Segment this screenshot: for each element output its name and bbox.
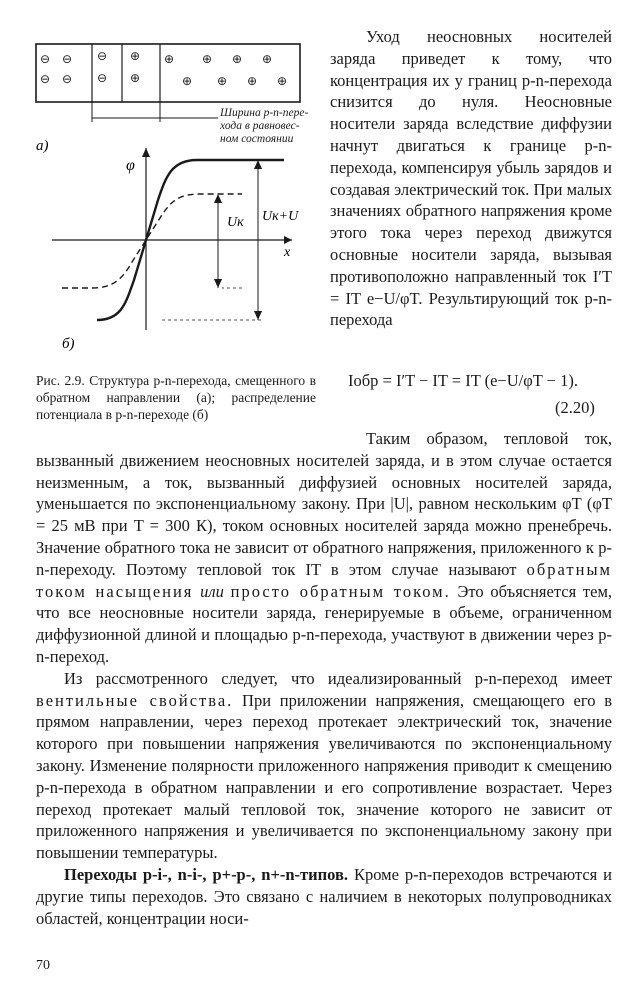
uk-u-label: Uк+U (262, 209, 299, 224)
right-column-paragraph (330, 26, 612, 331)
width-note-line-3: ном состоянии (220, 133, 294, 145)
plus-charge: ⊕ (247, 74, 258, 88)
width-note-line-1: Ширина p-n-пере- (220, 107, 309, 119)
right-column-text: Уход неосновных носителей заряда приведет к тому, что концентрация их у границ p-n-перехода снизится до нуля. Неосновные носители заряда вследствие диффузии начнут двигаться к границе p-n-перехода, компенсируя убыль зарядов и создавая электрический ток. При малых значениях обратного напряжения кроме этого тока через переход движутся основные носители заряда, вызывая противоположно направленный ток (330, 27, 612, 286)
plus-charge: ⊕ (277, 74, 288, 88)
n-region-charges (130, 49, 287, 88)
conjunction-or: или (200, 581, 224, 601)
paragraph-body: ток, вызванный движением неосновных носителей заряда, и в этом случае остается неизменным, а ток, вызванный диффузией основных носителей заряда, уменьшается по экспоненциальному закону. При |U|, равном нескольким φT (φT = 25 мВ при T = 300 К), током основных носителей заряда можно пренебречь. Значение обратного тока не зависит от обратного напряжения, приложенного к p-n-переходу. Поэтому тепловой ток IT в этом случае называют (36, 429, 613, 579)
uk-u-arrow-top (254, 160, 262, 169)
term-reverse-current: просто обратным током. (230, 581, 451, 601)
minus-charge: ⊖ (40, 52, 51, 66)
equation-2-20: Iобр = I′T − IT = IT (e−U/φT − 1). (348, 371, 578, 390)
plus-charge: ⊕ (262, 52, 273, 66)
label-b: б) (62, 336, 75, 352)
run-in-heading: Переходы p-i-, n-i-, p+-p-, n+-n-типов. (64, 864, 349, 884)
paragraph-junction-types (36, 864, 612, 929)
p-region-charges (40, 49, 107, 86)
plus-charge: ⊕ (182, 74, 193, 88)
plus-charge: ⊕ (130, 71, 141, 85)
uk-u-arrow-bottom (254, 311, 262, 320)
term-saturation-current: обратным током насыщения (36, 559, 612, 601)
minus-charge: ⊖ (40, 72, 51, 86)
equation-number: (2.20) (555, 398, 595, 417)
term-valve-properties: вентильные свойства. (36, 690, 234, 710)
inline-formula: I′T = IT e−U/φT. (330, 266, 612, 308)
plus-charge: ⊕ (202, 52, 213, 66)
width-note (219, 107, 311, 145)
minus-charge: ⊖ (97, 71, 108, 85)
plus-charge: ⊕ (232, 52, 243, 66)
minus-charge: ⊖ (62, 72, 73, 86)
x-axis-arrow (284, 236, 292, 244)
paragraph-tail: Это объясняется тем, что все неосновные носители заряда, генерируемые в объеме, ограниченном диффузионной длиной и площадью p-n-перехода, участвуют в движении через p-n-переход. (36, 581, 613, 666)
uk-arrow-bottom (214, 279, 222, 288)
paragraph-text: При приложении напряжения, смещающего его в прямом направлении, через переход протекает электрический ток, значение которого при повышении напряжения увеличиваются по экспоненциальному закону. Изменение полярности приложенного напряжения приводит к смещению p-n-перехода в обратном направлении и его сопротивление возрастает. Через переход протекает малый тепловой ток, значение которого не зависит от приложенного напряжения и увеличивается по экспоненциальному закону при повышении температуры. (36, 690, 613, 863)
y-axis-arrow (142, 148, 150, 157)
paragraph-lead: Таким образом, тепловой (366, 429, 569, 448)
main-text (36, 428, 612, 929)
figure-2-9 (22, 30, 322, 360)
potential-curve-equilibrium (62, 194, 242, 288)
paragraph-text: Из рассмотренного следует, что идеализированный p-n-переход имеет (64, 668, 612, 688)
uk-label: Uк (227, 215, 244, 230)
figure-drawing (22, 30, 322, 360)
plus-charge: ⊕ (164, 52, 175, 66)
y-axis-label: φ (126, 157, 135, 174)
minus-charge: ⊖ (62, 52, 73, 66)
uk-arrow-top (214, 194, 222, 203)
page-number: 70 (36, 958, 50, 973)
x-axis-label: x (284, 245, 291, 260)
paragraph-text: Кроме p-n-переходов встречаются и другие типы переходов. Это связано с наличием в некоторых полупроводниках областей, концентрации носи- (36, 864, 613, 928)
width-note-line-2: хода в равновес- (220, 120, 300, 132)
minus-charge: ⊖ (97, 49, 108, 63)
plus-charge: ⊕ (130, 49, 141, 63)
label-a: а) (36, 138, 49, 154)
paragraph-valve-properties (36, 668, 612, 864)
right-column (330, 26, 612, 331)
figure-caption: Рис. 2.9. Структура p-n-перехода, смещенного в обратном направлении (а); распределение потенциала в p-n-переходе (б) (36, 373, 316, 422)
plus-charge: ⊕ (217, 74, 228, 88)
paragraph-thermal-current (36, 428, 612, 668)
right-column-tail: Результирующий ток p-n-перехода (330, 288, 612, 330)
